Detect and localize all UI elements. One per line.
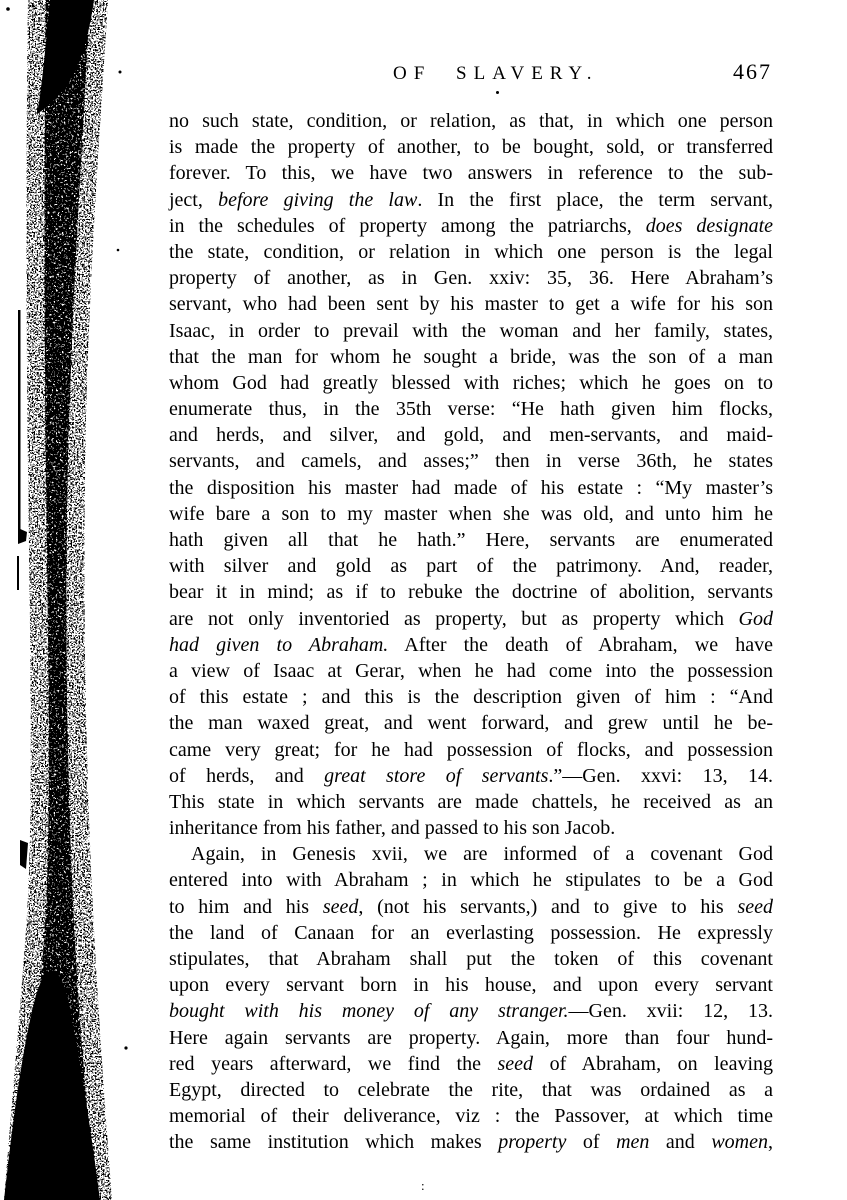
body-line: wife bare a son to my master when she was old, and unto him he: [169, 502, 773, 525]
body-line: the land of Canaan for an everlasting possession. He expressly: [169, 921, 773, 944]
scan-speck: [496, 91, 499, 94]
body-line: property of another, as in Gen. xxiv: 35, 36. Here Abraham’s: [169, 267, 773, 290]
body-line: no such state, condition, or relation, as that, in which one person: [169, 110, 773, 132]
body-line: servants, and camels, and asses;” then in verse 36th, he states: [169, 450, 773, 473]
body-line: memorial of their deliverance, viz : the Passover, at which time: [169, 1105, 773, 1128]
body-line: This state in which servants are made chattels, he received as an: [169, 790, 773, 813]
body-line: ject, before giving the law. In the first place, the term servant,: [169, 188, 773, 211]
page-number: 467: [733, 59, 772, 84]
binding-scan-artifact: [0, 0, 140, 1200]
running-head-title: OF SLAVERY.: [393, 63, 599, 84]
body-line: Isaac, in order to prevail with the woman and her family, states,: [169, 319, 773, 342]
body-line: stipulates, that Abraham shall put the token of this covenant: [169, 948, 773, 970]
body-line: the state, condition, or relation in which one person is the legal: [169, 240, 773, 263]
body-line: the disposition his master had made of his estate : “My master’s: [169, 476, 773, 499]
body-line: forever. To this, we have two answers in reference to the sub-: [169, 162, 773, 185]
body-line: the man waxed great, and went forward, and grew until he be-: [169, 712, 773, 735]
body-line: of this estate ; and this is the description given of him : “And: [169, 686, 773, 709]
body-line: bear it in mind; as if to rebuke the doctrine of abolition, servants: [169, 581, 773, 604]
body-line: the same institution which makes property of men and women,: [169, 1131, 773, 1154]
body-line: Here again servants are property. Again, more than four hund-: [169, 1026, 773, 1049]
body-line: to him and his seed, (not his servants,) and to give to his seed: [169, 895, 773, 918]
body-line: Egypt, directed to celebrate the rite, that was ordained as a: [169, 1078, 773, 1101]
body-line: servant, who had been sent by his master to get a wife for his son: [169, 293, 773, 316]
body-line: upon every servant born in his house, and upon every servant: [169, 974, 773, 997]
body-line: and herds, and silver, and gold, and men-servants, and maid-: [169, 424, 773, 447]
body-line: that the man for whom he sought a bride, was the son of a man: [169, 345, 773, 368]
body-line: red years afterward, we find the seed of Abraham, on leaving: [169, 1052, 773, 1075]
body-line: of herds, and great store of servants.”—Gen. xxvi: 13, 14.: [169, 764, 774, 787]
body-line: entered into with Abraham ; in which he stipulates to be a God: [169, 869, 773, 892]
body-line: had given to Abraham. After the death of Abraham, we have: [169, 633, 773, 656]
footer-mark: :: [421, 1178, 425, 1193]
body-line: enumerate thus, in the 35th verse: “He hath given him flocks,: [169, 398, 773, 421]
body-text: [169, 108, 773, 1156]
body-line: with silver and gold as part of the patrimony. And, reader,: [169, 555, 773, 578]
body-line: hath given all that he hath.” Here, servants are enumerated: [169, 529, 773, 551]
body-line: inheritance from his father, and passed to his son Jacob.: [169, 817, 616, 840]
body-line: are not only inventoried as property, but as property which God: [169, 607, 773, 630]
body-line: is made the property of another, to be bought, sold, or transferred: [169, 136, 773, 159]
body-line: in the schedules of property among the patriarchs, does designate: [169, 214, 774, 237]
body-line: came very great; for he had possession of flocks, and possession: [169, 738, 773, 761]
body-line: whom God had greatly blessed with riches; which he goes on to: [169, 371, 773, 394]
body-line: bought with his money of any stranger.—Gen. xvii: 12, 13.: [169, 1000, 773, 1023]
body-line: a view of Isaac at Gerar, when he had come into the possession: [169, 659, 773, 682]
body-line: Again, in Genesis xvii, we are informed of a covenant God: [191, 843, 773, 866]
